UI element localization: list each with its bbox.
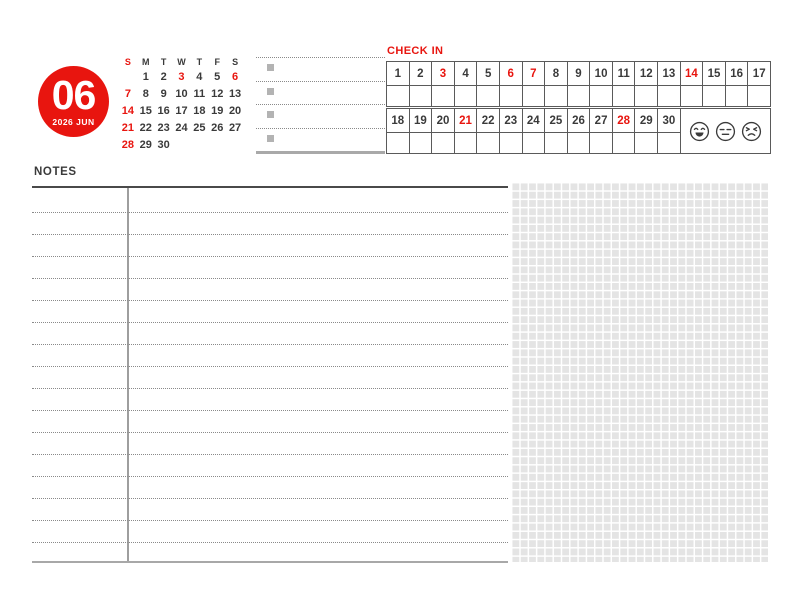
calendar-day: 14 (121, 105, 135, 117)
checkin-day-cell: 9 (568, 62, 591, 86)
calendar-day: 7 (124, 88, 131, 100)
checkin-day-cell: 17 (748, 62, 771, 86)
note-rule-line (32, 410, 508, 411)
checkin-track-cell[interactable] (545, 133, 568, 154)
checkin-day-cell: 28 (613, 109, 636, 133)
checkin-track-cell[interactable] (613, 86, 636, 107)
note-rule-line (32, 498, 508, 499)
calendar-day: 25 (193, 122, 206, 134)
calendar-day: 15 (139, 105, 152, 117)
calendar-day: 8 (142, 88, 149, 100)
checkin-track-cell[interactable] (545, 86, 568, 107)
calendar-day: 27 (228, 122, 242, 134)
calendar-day: 10 (175, 88, 188, 100)
checkin-day-cell: 4 (455, 62, 478, 86)
calendar-day: 22 (139, 122, 152, 134)
checkin-track-cell[interactable] (455, 133, 478, 154)
checkin-track-cell[interactable] (387, 133, 410, 154)
checkin-day-cell: 13 (658, 62, 681, 86)
checkin-day-cell: 16 (726, 62, 749, 86)
weekday-header: W (177, 57, 186, 67)
checkin-day-cell: 23 (500, 109, 523, 133)
calendar-day: 30 (157, 139, 170, 151)
calendar-day: 20 (228, 105, 242, 117)
weekday-header: S (232, 57, 239, 67)
sad-face-icon[interactable] (741, 121, 762, 142)
checkin-day-cell: 22 (477, 109, 500, 133)
note-rule-line (32, 520, 508, 521)
calendar-day: 13 (228, 88, 242, 100)
checkin-track-cell[interactable] (590, 86, 613, 107)
calendar-day: 23 (157, 122, 170, 134)
note-rule-line (32, 256, 508, 257)
checkin-track-cell[interactable] (703, 86, 726, 107)
checkin-track-cell[interactable] (455, 86, 478, 107)
checkin-track-cell[interactable] (658, 133, 681, 154)
checkin-track-cell[interactable] (635, 86, 658, 107)
calendar-day: 3 (178, 71, 185, 83)
task-row (256, 81, 385, 105)
checkin-track-cell[interactable] (726, 86, 749, 107)
month-year-label: 2026 JUN (52, 116, 95, 127)
checkin-track-cell[interactable] (432, 86, 455, 107)
calendar-day: 29 (139, 139, 152, 151)
task-row (256, 104, 385, 128)
note-rule-line (32, 300, 508, 301)
task-list (256, 57, 385, 154)
notes-label: NOTES (34, 166, 77, 178)
calendar-day: 24 (175, 122, 188, 134)
checkin-day-cell: 2 (410, 62, 433, 86)
note-rule-line (32, 454, 508, 455)
checkin-title: CHECK IN (387, 45, 444, 57)
month-badge (38, 66, 109, 137)
checkin-table-upper (386, 61, 771, 107)
checkin-table-lower (386, 108, 771, 154)
weekday-header: F (214, 57, 220, 67)
notes-column-divider (127, 188, 129, 561)
note-rule-line (32, 366, 508, 367)
checkin-day-cell: 3 (432, 62, 455, 86)
checkin-track-cell[interactable] (500, 86, 523, 107)
checkin-track-cell[interactable] (410, 86, 433, 107)
mood-cell (681, 109, 771, 154)
checkin-day-cell: 1 (387, 62, 410, 86)
note-rule-line (32, 212, 508, 213)
calendar-day: 5 (214, 71, 221, 83)
checkin-track-cell[interactable] (590, 133, 613, 154)
checkin-day-cell: 19 (410, 109, 433, 133)
calendar-day: 6 (232, 71, 239, 83)
checkin-day-cell: 7 (523, 62, 546, 86)
checkin-day-cell: 25 (545, 109, 568, 133)
checkin-day-cell: 10 (590, 62, 613, 86)
task-row (256, 57, 385, 81)
calendar-empty-cell (173, 137, 191, 154)
checkin-track-cell[interactable] (748, 86, 771, 107)
weekday-header: T (196, 57, 203, 67)
checkin-track-cell[interactable] (568, 133, 591, 154)
checkin-day-cell: 20 (432, 109, 455, 133)
notes-area (32, 186, 508, 563)
calendar-day: 9 (160, 88, 167, 100)
note-rule-line (32, 432, 508, 433)
note-rule-line (32, 542, 508, 543)
checkin-track-cell[interactable] (477, 133, 500, 154)
calendar-day: 1 (142, 71, 149, 83)
mini-calendar (119, 55, 244, 154)
calendar-day: 16 (157, 105, 170, 117)
note-rule-line (32, 344, 508, 345)
calendar-day: 21 (121, 122, 135, 134)
checkin-day-cell: 11 (613, 62, 636, 86)
calendar-day: 28 (121, 139, 135, 151)
calendar-day: 4 (196, 71, 203, 83)
weekday-header: T (160, 57, 167, 67)
checkin-day-cell: 29 (635, 109, 658, 133)
checkin-track-cell[interactable] (613, 133, 636, 154)
note-rule-line (32, 476, 508, 477)
task-checkbox[interactable] (267, 135, 274, 142)
calendar-empty-cell (226, 137, 244, 154)
checkin-day-cell: 14 (681, 62, 704, 86)
checkin-day-cell: 8 (545, 62, 568, 86)
note-rule-line (32, 234, 508, 235)
checkin-track-cell[interactable] (523, 133, 546, 154)
calendar-day: 12 (211, 88, 224, 100)
checkin-day-cell: 15 (703, 62, 726, 86)
checkin-track-cell[interactable] (432, 133, 455, 154)
calendar-day: 19 (211, 105, 224, 117)
checkin-track-cell[interactable] (568, 86, 591, 107)
checkin-track-cell[interactable] (477, 86, 500, 107)
checkin-track-cell[interactable] (658, 86, 681, 107)
neutral-face-icon[interactable] (715, 121, 736, 142)
task-checkbox[interactable] (267, 111, 274, 118)
note-rule-line (32, 278, 508, 279)
grid-paper-area (511, 182, 768, 562)
calendar-day: 18 (193, 105, 206, 117)
checkin-day-cell: 21 (455, 109, 478, 133)
weekday-header: M (142, 57, 150, 67)
note-rule-line (32, 388, 508, 389)
calendar-empty-cell (119, 69, 137, 86)
calendar-day: 11 (193, 88, 206, 100)
checkin-tracker (386, 61, 771, 154)
task-checkbox[interactable] (267, 64, 274, 71)
checkin-track-cell[interactable] (500, 133, 523, 154)
task-row (256, 128, 385, 152)
task-checkbox[interactable] (267, 88, 274, 95)
checkin-day-cell: 26 (568, 109, 591, 133)
checkin-day-cell: 27 (590, 109, 613, 133)
calendar-empty-cell (208, 137, 226, 154)
note-rule-line (32, 322, 508, 323)
weekday-header: S (124, 57, 131, 67)
checkin-track-cell[interactable] (387, 86, 410, 107)
checkin-track-cell[interactable] (410, 133, 433, 154)
calendar-day: 17 (175, 105, 188, 117)
month-number: 06 (51, 72, 96, 119)
checkin-track-cell[interactable] (635, 133, 658, 154)
checkin-day-cell: 6 (500, 62, 523, 86)
checkin-day-cell: 24 (523, 109, 546, 133)
calendar-day: 26 (211, 122, 224, 134)
checkin-track-cell[interactable] (681, 86, 704, 107)
checkin-day-cell: 5 (477, 62, 500, 86)
checkin-day-cell: 18 (387, 109, 410, 133)
checkin-day-cell: 30 (658, 109, 681, 133)
mini-calendar-grid (119, 55, 244, 154)
happy-face-icon[interactable] (689, 121, 710, 142)
checkin-day-cell: 12 (635, 62, 658, 86)
calendar-empty-cell (190, 137, 208, 154)
checkin-track-cell[interactable] (523, 86, 546, 107)
calendar-day: 2 (160, 71, 167, 83)
